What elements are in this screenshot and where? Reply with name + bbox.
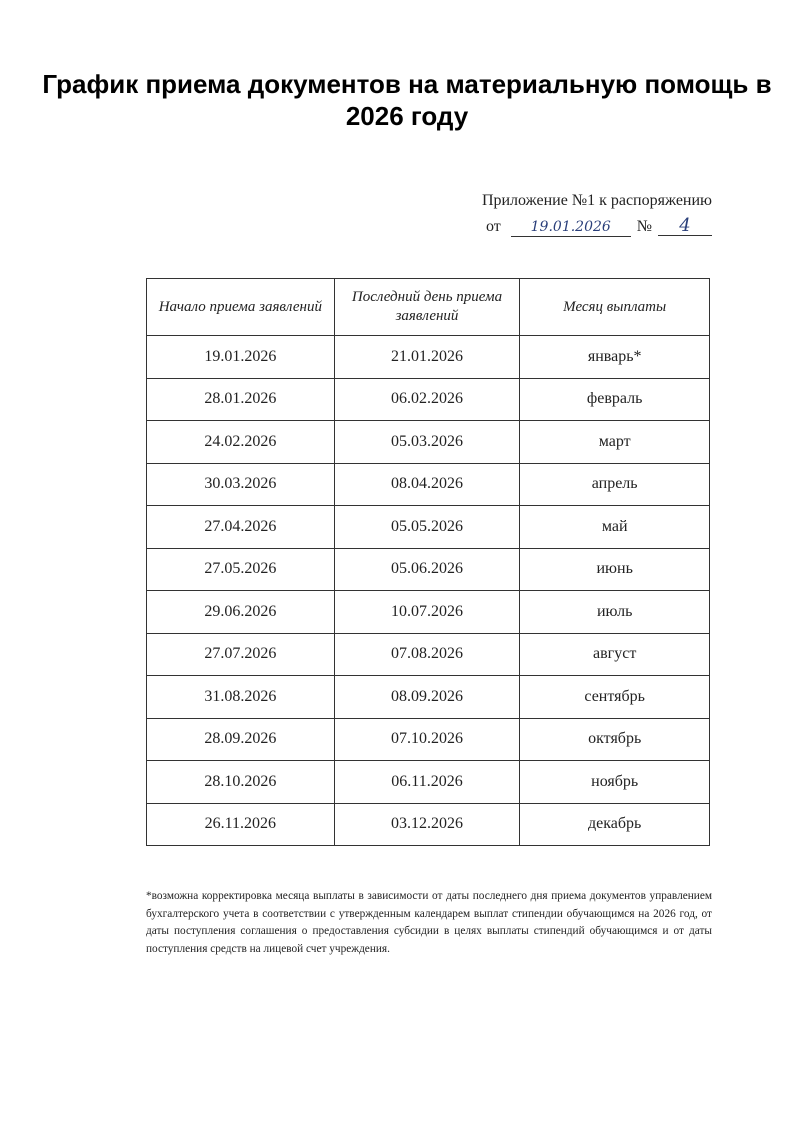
payment-month-cell: июнь [520,548,710,591]
payment-month-cell: ноябрь [520,761,710,804]
start-date-cell: 31.08.2026 [147,676,335,719]
table-row [147,718,710,761]
start-date-cell: 28.10.2026 [147,761,335,804]
last-day-cell: 10.07.2026 [334,591,520,634]
last-day-cell: 08.04.2026 [334,463,520,506]
table-row [147,591,710,634]
last-day-cell: 08.09.2026 [334,676,520,719]
last-day-cell: 06.02.2026 [334,378,520,421]
table-row [147,803,710,846]
last-day-cell: 07.10.2026 [334,718,520,761]
payment-month-cell: март [520,421,710,464]
header-month: Месяц выплаты [520,279,710,336]
last-day-cell: 03.12.2026 [334,803,520,846]
header-start: Начало приема заявлений [147,279,335,336]
payment-month-cell: июль [520,591,710,634]
start-date-cell: 27.04.2026 [147,506,335,549]
last-day-cell: 07.08.2026 [334,633,520,676]
handwritten-number: 4 [658,217,712,236]
header-last-day: Последний день приема заявлений [334,279,520,336]
start-date-cell: 27.05.2026 [147,548,335,591]
last-day-cell: 05.03.2026 [334,421,520,464]
table-row [147,421,710,464]
start-date-cell: 27.07.2026 [147,633,335,676]
appendix-line: Приложение №1 к распоряжению [481,192,712,209]
appendix-date-line [440,214,712,240]
table-row [147,506,710,549]
handwritten-date: 19.01.2026 [511,218,631,237]
number-label: № [636,218,652,235]
document-title: График приема документов на материальную помощь в 2026 году [42,69,772,131]
start-date-cell: 28.01.2026 [147,378,335,421]
table-row [147,548,710,591]
table-row [147,463,710,506]
last-day-cell: 05.05.2026 [334,506,520,549]
start-date-cell: 30.03.2026 [147,463,335,506]
schedule-table [146,278,710,846]
from-label: от [485,218,501,235]
start-date-cell: 24.02.2026 [147,421,335,464]
payment-month-cell: апрель [520,463,710,506]
appendix-reference [440,188,712,240]
payment-month-cell: октябрь [520,718,710,761]
table-header-row [147,279,710,336]
payment-month-cell: август [520,633,710,676]
table-row [147,633,710,676]
payment-month-cell: февраль [520,378,710,421]
start-date-cell: 19.01.2026 [147,336,335,379]
payment-month-cell: январь* [520,336,710,379]
last-day-cell: 05.06.2026 [334,548,520,591]
payment-month-cell: май [520,506,710,549]
table-row [147,676,710,719]
last-day-cell: 21.01.2026 [334,336,520,379]
footnote: *возможна корректировка месяца выплаты в зависимости от даты последнего дня приема документов управлением бухгалтерского учета в соответствии с утвержденным календарем выплат стипендии обучающимся на 2026 год, от даты поступления соглашения о предоставления субсидии в целях выплаты стипендий обучающимся и от даты поступления средств на лицевой счет учреждения. [146,890,712,955]
start-date-cell: 29.06.2026 [147,591,335,634]
payment-month-cell: сентябрь [520,676,710,719]
table-row [147,336,710,379]
payment-month-cell: декабрь [520,803,710,846]
table-row [147,761,710,804]
start-date-cell: 26.11.2026 [147,803,335,846]
start-date-cell: 28.09.2026 [147,718,335,761]
last-day-cell: 06.11.2026 [334,761,520,804]
table-row [147,378,710,421]
